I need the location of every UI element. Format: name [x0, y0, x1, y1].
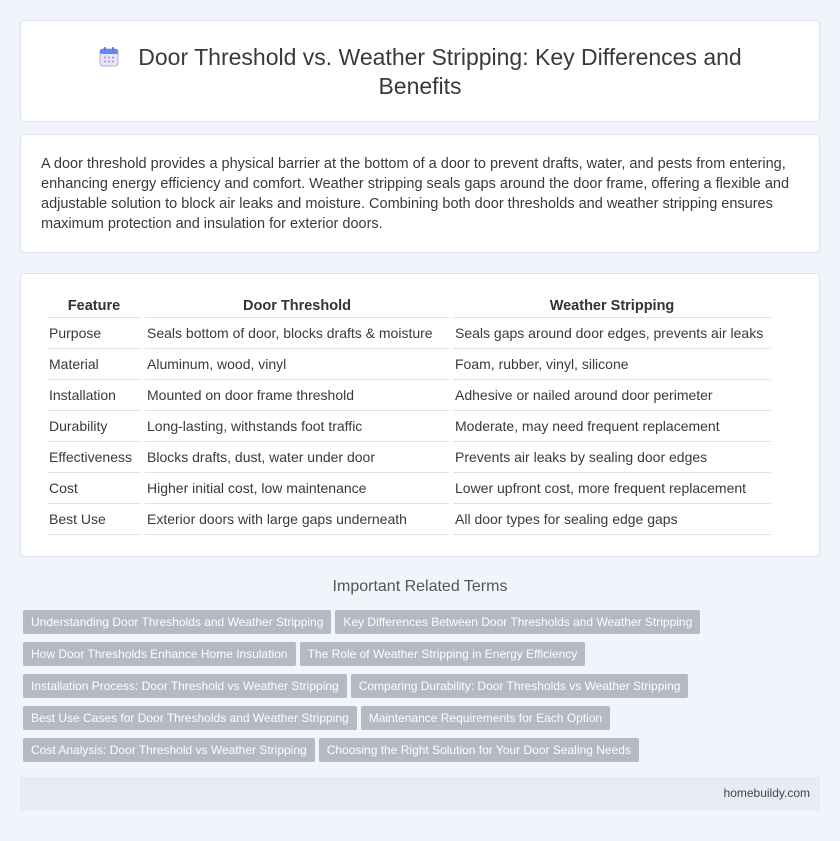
tag-row — [23, 706, 823, 738]
tag-row — [23, 610, 823, 642]
row-door-threshold: Higher initial cost, low maintenance — [145, 473, 449, 504]
related-tag[interactable]: Comparing Durability: Door Thresholds vs Weather Stripping — [351, 674, 689, 698]
footer-site-link[interactable]: homebuildy.com — [723, 786, 810, 800]
tag-row — [23, 674, 823, 706]
footer — [20, 777, 820, 810]
table-header-row — [47, 296, 771, 318]
table-row — [47, 473, 771, 504]
row-feature: Cost — [47, 473, 141, 504]
row-weather-stripping: Lower upfront cost, more frequent replacement — [453, 473, 771, 504]
row-door-threshold: Blocks drafts, dust, water under door — [145, 442, 449, 473]
intro-paragraph: A door threshold provides a physical barrier at the bottom of a door to prevent drafts, water, and pests from entering, enhancing energy efficiency and comfort. Weather stripping seals gaps around the door frame, offering a flexible and adjustable solution to block air leaks and moisture. Combining both door thresholds and weather stripping ensures maximum protection and insulation for exterior doors. — [41, 156, 790, 232]
table-row — [47, 318, 771, 349]
related-tag[interactable]: Maintenance Requirements for Each Option — [361, 706, 610, 730]
table-row — [47, 504, 771, 535]
related-terms-tags — [23, 610, 823, 770]
row-feature: Material — [47, 349, 141, 380]
row-weather-stripping: All door types for sealing edge gaps — [453, 504, 771, 535]
table-row — [47, 411, 771, 442]
table-row — [47, 380, 771, 411]
table-row — [47, 442, 771, 473]
tag-row — [23, 738, 823, 770]
page-title-text: Door Threshold vs. Weather Stripping: Key Differences and Benefits — [138, 44, 742, 99]
header-feature: Feature — [47, 296, 141, 318]
tag-row — [23, 642, 823, 674]
row-door-threshold: Seals bottom of door, blocks drafts & moisture — [145, 318, 449, 349]
header-door-threshold: Door Threshold — [145, 296, 449, 318]
row-weather-stripping: Prevents air leaks by sealing door edges — [453, 442, 771, 473]
table-row — [47, 349, 771, 380]
row-door-threshold: Long-lasting, withstands foot traffic — [145, 411, 449, 442]
related-tag[interactable]: Best Use Cases for Door Thresholds and Weather Stripping — [23, 706, 357, 730]
row-door-threshold: Mounted on door frame threshold — [145, 380, 449, 411]
row-feature: Durability — [47, 411, 141, 442]
page-title — [81, 43, 759, 101]
row-weather-stripping: Seals gaps around door edges, prevents air leaks — [453, 318, 771, 349]
row-feature: Purpose — [47, 318, 141, 349]
related-tag[interactable]: Understanding Door Thresholds and Weather Stripping — [23, 610, 331, 634]
row-weather-stripping: Adhesive or nailed around door perimeter — [453, 380, 771, 411]
related-tag[interactable]: Cost Analysis: Door Threshold vs Weather Stripping — [23, 738, 315, 762]
row-door-threshold: Aluminum, wood, vinyl — [145, 349, 449, 380]
row-door-threshold: Exterior doors with large gaps underneath — [145, 504, 449, 535]
related-terms-title: Important Related Terms — [332, 578, 508, 595]
related-tag[interactable]: Key Differences Between Door Thresholds and Weather Stripping — [335, 610, 700, 634]
title-card — [20, 20, 820, 122]
related-tag[interactable]: Choosing the Right Solution for Your Door Sealing Needs — [319, 738, 639, 762]
comparison-card — [20, 273, 820, 557]
row-feature: Installation — [47, 380, 141, 411]
header-weather-stripping: Weather Stripping — [453, 296, 771, 318]
related-tag[interactable]: The Role of Weather Stripping in Energy Efficiency — [300, 642, 586, 666]
calendar-icon — [98, 46, 120, 68]
row-feature: Best Use — [47, 504, 141, 535]
row-weather-stripping: Moderate, may need frequent replacement — [453, 411, 771, 442]
comparison-table — [43, 296, 775, 535]
related-tag[interactable]: How Door Thresholds Enhance Home Insulation — [23, 642, 296, 666]
row-weather-stripping: Foam, rubber, vinyl, silicone — [453, 349, 771, 380]
intro-card — [20, 134, 820, 253]
row-feature: Effectiveness — [47, 442, 141, 473]
related-tag[interactable]: Installation Process: Door Threshold vs Weather Stripping — [23, 674, 347, 698]
